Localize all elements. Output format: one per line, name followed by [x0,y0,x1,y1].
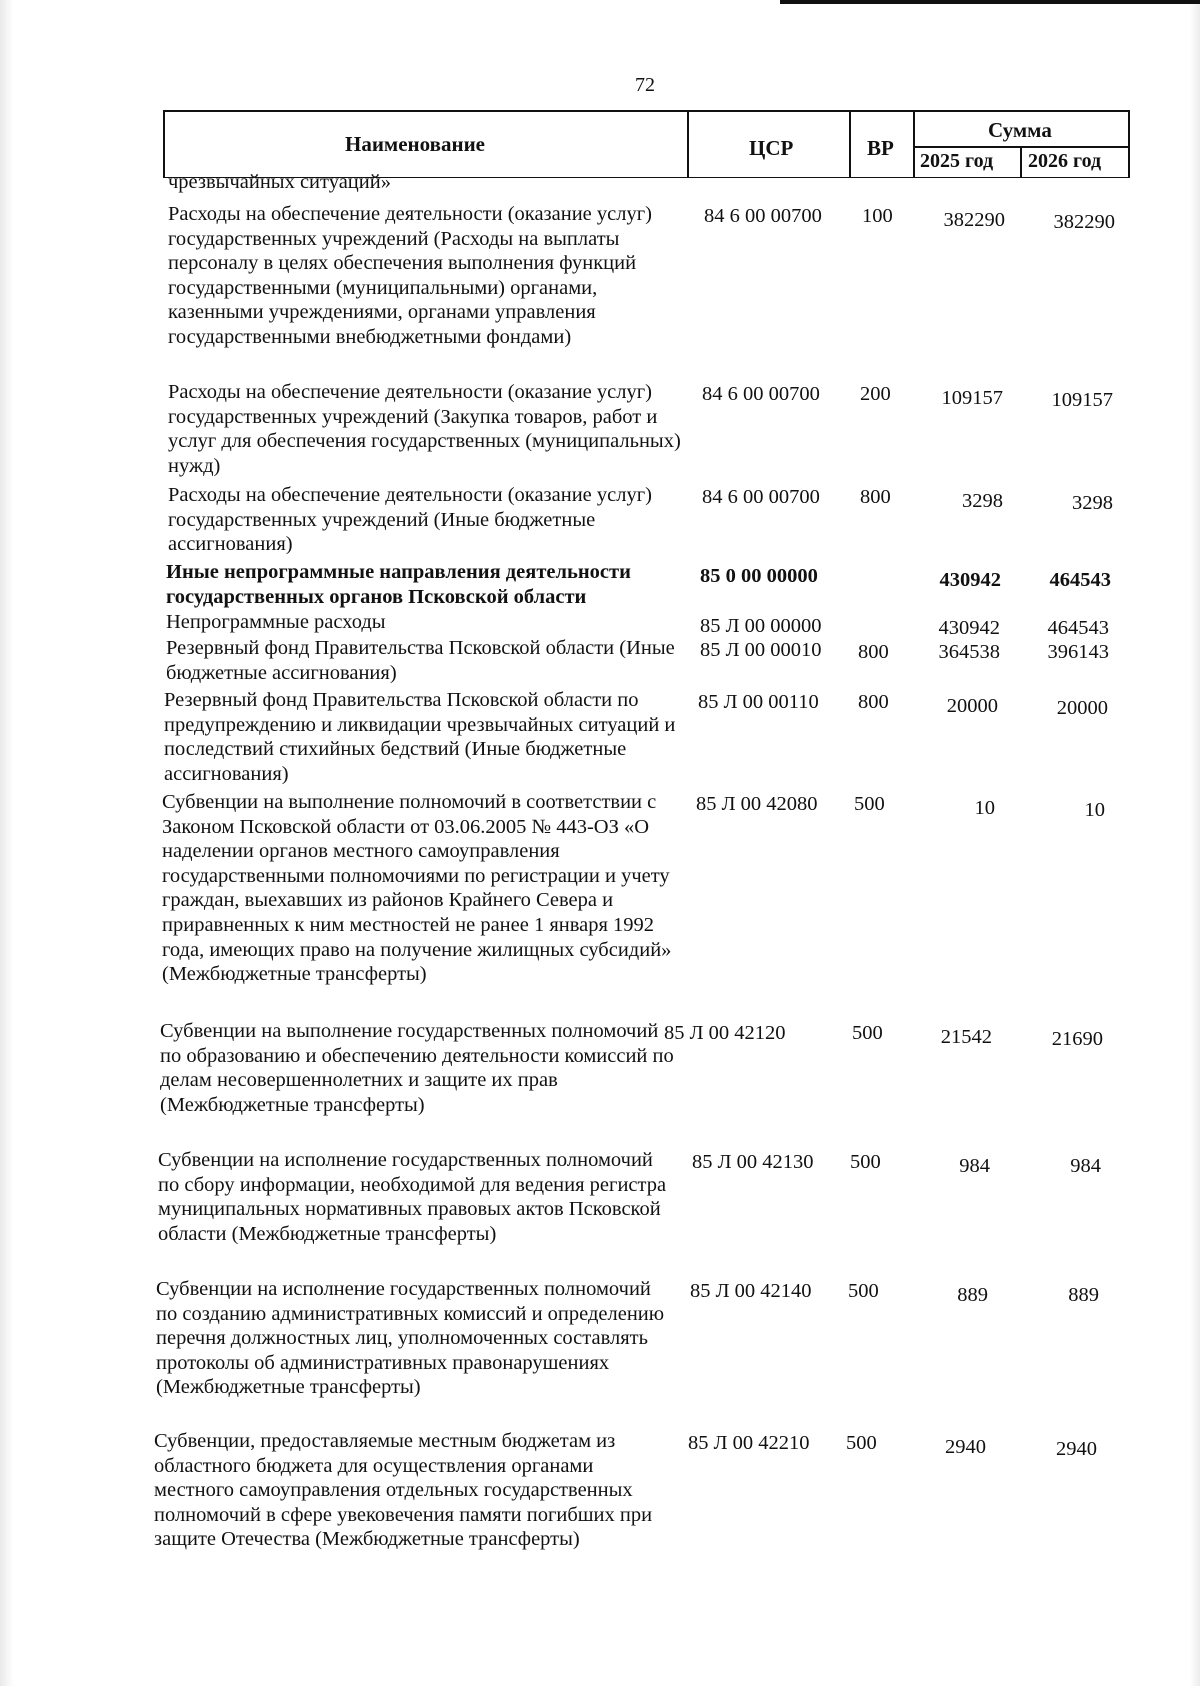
header-name: Наименование [345,132,485,156]
row-name: Субвенции на выполнение полномочий в соответствии с Законом Псковской области от 03.06.2005 № 443-ОЗ «О наделении органов местного самоуправления государственными полномочиями по регистрации и учету граждан, выехавших из районов Крайнего Севера и приравненных к ним местностей не ранее 1 января 1992 года, имеющих право на получение жилищных субсидий» (Межбюджетные трансферты) [162,791,672,986]
row-csr: 85 Л 00 42210 [688,1432,810,1454]
row-2026: 20000 [1056,697,1108,719]
row-2025: 430942 [939,569,1001,591]
header-csr: ЦСР [749,136,794,160]
row-vr: 500 [850,1151,881,1173]
row-2025: 10 [974,797,995,819]
row-name: Непрограммные расходы [166,611,386,633]
row-name: Расходы на обеспечение деятельности (оказание услуг) государственных учреждений (Расходы на выплаты персоналу в целях обеспечения выполнения функций государственными (муниципальными) органами, казенными учреждениями, органами управления государственными внебюджетными фондами) [168,203,652,348]
row-vr: 500 [852,1022,883,1044]
row-vr: 100 [862,205,893,227]
row-2025: 984 [959,1155,990,1177]
row-csr: 85 Л 00 00010 [700,639,822,661]
row-2025: 109157 [941,387,1003,409]
row-csr: 84 6 00 00700 [702,486,820,508]
row-name: Резервный фонд Правительства Псковской области (Иные бюджетные ассигнования) [166,637,675,684]
row-name: Иные непрограммные направления деятельности государственных органов Псковской области [166,561,631,608]
row-csr: 85 Л 00 00000 [700,615,822,637]
row-csr: 84 6 00 00700 [704,205,822,227]
row-2026: 464543 [1047,617,1109,639]
row-csr: 84 6 00 00700 [702,383,820,405]
row-name: Расходы на обеспечение деятельности (оказание услуг) государственных учреждений (Иные бюджетные ассигнования) [168,484,652,556]
row-2026: 464543 [1049,569,1111,591]
row-2026: 3298 [1072,492,1113,514]
row-name: чрезвычайных ситуаций» [168,171,391,193]
row-2026: 2940 [1056,1438,1097,1460]
row-2026: 10 [1084,799,1105,821]
page-number: 72 [635,74,655,96]
row-vr: 500 [854,793,885,815]
row-csr: 85 Л 00 42080 [696,793,818,815]
row-csr: 85 Л 00 42120 [664,1022,786,1044]
header-year-2026: 2026 год [1028,150,1102,172]
row-2025: 382290 [943,209,1005,231]
row-vr: 500 [848,1280,879,1302]
row-name: Субвенции на выполнение государственных полномочий по образованию и обеспечению деятельности комиссий по делам несовершеннолетних и защите их прав (Межбюджетные трансферты) [160,1020,674,1116]
row-name: Резервный фонд Правительства Псковской области по предупреждению и ликвидации чрезвычайных ситуаций и последствий стихийных бедствий (Иные бюджетные ассигнования) [164,689,676,785]
row-vr: 800 [860,486,891,508]
row-2026: 109157 [1051,389,1113,411]
row-2025: 20000 [946,695,998,717]
row-csr: 85 0 00 00000 [700,565,818,587]
row-name: Расходы на обеспечение деятельности (оказание услуг) государственных учреждений (Закупка товаров, работ и услуг для обеспечения государственных (муниципальных) нужд) [168,381,681,477]
row-2026: 889 [1068,1284,1099,1306]
row-2026: 396143 [1047,641,1109,663]
row-vr: 500 [846,1432,877,1454]
row-2025: 3298 [962,490,1003,512]
row-vr: 200 [860,383,891,405]
row-name: Субвенции, предоставляемые местным бюджетам из областного бюджета для осуществления органами местного самоуправления отдельных государственных полномочий в сфере увековечения памяти погибших при защите Отечества (Межбюджетные трансферты) [154,1430,653,1551]
row-vr: 800 [858,691,889,713]
row-2025: 2940 [945,1436,986,1458]
row-name: Субвенции на исполнение государственных полномочий по созданию административных комиссий и определению перечня должностных лиц, уполномоченных составлять протоколы об административных правонарушениях (Межбюджетные трансферты) [156,1278,665,1399]
row-2026: 382290 [1053,211,1115,233]
row-2025: 364538 [938,641,1000,663]
row-2025: 430942 [938,617,1000,639]
row-name: Субвенции на исполнение государственных полномочий по сбору информации, необходимой для ведения регистра муниципальных нормативных правовых актов Псковской области (Межбюджетные трансферты) [158,1149,667,1245]
row-csr: 85 Л 00 42130 [692,1151,814,1173]
row-2025: 889 [957,1284,988,1306]
row-2025: 21542 [940,1026,992,1048]
row-2026: 984 [1070,1155,1101,1177]
header-year-2025: 2025 год [920,150,994,172]
row-vr: 800 [858,641,889,663]
row-csr: 85 Л 00 00110 [698,691,819,713]
row-2026: 21690 [1051,1028,1103,1050]
header-sum: Сумма [988,118,1052,142]
header-vr: ВР [867,136,894,160]
row-csr: 85 Л 00 42140 [690,1280,812,1302]
